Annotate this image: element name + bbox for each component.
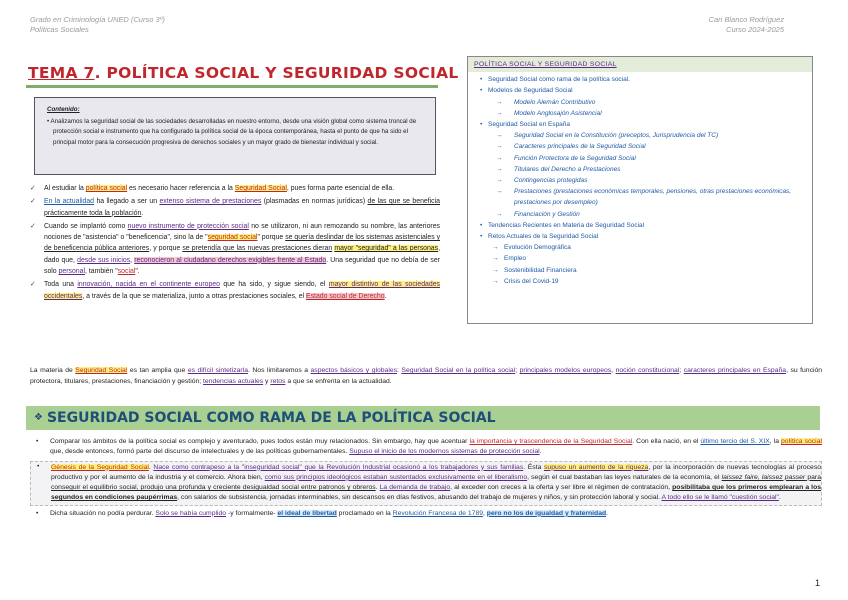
highlight: seguridad social [207,234,258,242]
bullet-list [30,437,822,522]
bullet-item [30,437,822,458]
outline-subitem [480,153,812,164]
outline-subitem [480,108,812,119]
outline-item: • Seguridad Social en España [480,119,812,130]
outline-subitem [480,97,812,108]
highlight: Seguridad Social [75,367,128,374]
text: Dicha situación no podía perdurar. [50,509,156,517]
text: Comparar los ámbitos de la política social es complejo y aventurado, pues todos están muy relacionados. Sin embargo, hay que acentuar [50,438,470,445]
check-list [30,183,440,304]
text: , al exceder con creces a la oferta y ser libre el régimen de contratación, [450,484,673,492]
arrow-icon: → [496,109,503,117]
text: que ha sido, y sigue siendo, el [219,281,329,289]
highlight: mayor distintivo de las sociedades occidentales [44,281,440,300]
highlight: el ideal de libertad [277,509,337,517]
text: , también " [85,268,118,276]
text: , pues forma parte esencial de ella. [286,185,395,192]
text: : [397,367,402,374]
text: que, desde entonces, formó parte del discurso de intelectuales y de las políticas gubernamentales. [50,448,350,456]
text: " porque [257,234,286,242]
highlight: nuevo instrumento de protección social [127,222,249,230]
text: . Nos limitaremos a [248,367,311,374]
outline-subitem-label: Crisis del Covid-19 [504,277,559,285]
highlight: noción constitucional [615,367,680,374]
outline-subitem [480,186,812,208]
outline-subitem-label: Seguridad Social en la Constitución (preceptos, Jurisprudencia del TC) [514,132,719,140]
title-number: TEMA 7 [28,64,95,82]
outline-title: POLÍTICA SOCIAL Y SEGURIDAD SOCIAL [468,57,812,72]
text: . [384,292,387,300]
highlight: extenso sistema de prestaciones [159,198,262,206]
bullet-dot-icon: • [36,509,39,517]
highlight: política social [781,438,822,445]
course-year-label: Curso 2024-2025 [726,25,784,34]
arrow-icon: → [496,98,503,106]
bullet-item [30,461,822,506]
highlight: Supuso el inicio de los modernos sistemas de protección social [349,448,540,456]
text: es tan amplia que [127,367,188,374]
arrow-icon: → [496,188,503,196]
outline-subitem [480,209,812,220]
checkmark-icon: ✓ [30,281,36,289]
outline-subitem-label: Empleo [504,255,527,263]
intro-paragraph [30,366,822,387]
outline-subitem [480,141,812,152]
outline-subitem-label: Modelo Anglosajón Asistencial [514,109,602,117]
text: . [778,494,781,502]
header-left [30,15,165,35]
outline-item: • Retos Actuales de la Seguridad Social [480,231,812,242]
section-title: SEGURIDAD SOCIAL COMO RAMA DE LA POLÍTICA SOCIAL [46,410,496,426]
highlight: aspectos básicos y globales [310,367,398,374]
text: . Con ella nació, en el [632,438,701,445]
text: , y porque [149,245,183,253]
outline-subitem-label: Financiación y Gestión [514,210,580,218]
text: y [263,377,271,385]
highlight: es difícil sintetizarla [187,367,248,374]
subject-label: Políticas Sociales [30,25,89,34]
highlight: caracteres principales en España [683,367,787,374]
text: , su función protectora, titulares, prestaciones, financiación y gestión; [30,367,823,385]
highlight: retos [270,377,286,385]
text: . [148,463,154,471]
text: , con salarios de subsistencia, jornadas interminables, sin descansos en días festivos, abusando del trabajo de mujeres y niños, y sin protección laboral y social. [177,494,662,502]
highlight: Nace como contrapeso a la "inseguridad social" que la Revolución Industrial ocasionó a los trabajadores y sus familias [153,463,524,471]
diamond-icon: ❖ [34,412,43,423]
text: ; [679,367,684,374]
check-item [30,183,440,194]
arrow-icon: → [496,132,503,140]
text: (plasmadas en normas jurídicas) [261,198,368,206]
underlined-text: se quería deslindar de los sistemas asistenciales y de beneficencia pública anteriores [44,234,441,253]
text: La materia de [30,367,76,374]
highlight: desde sus inicios [77,256,131,264]
outline-subitem-label: Titulares del Derecho a Prestaciones [514,165,621,173]
highlight: como sus principios ideológicos estaban sustentados exclusivamente en el liberalismo [264,473,528,481]
highlight: A todo ello se le llamó "cuestión social" [661,494,779,502]
underlined-text: de las que se beneficia prácticamente toda la población [44,198,440,217]
outline-item: • Modelos de Seguridad Social [480,85,812,96]
outline-subitem-label: Prestaciones (prestaciones económicas temporales, pensiones, otras prestaciones económicas, prestaciones por desempleo) [514,188,792,207]
text: . [141,209,144,217]
underlined-text: para conseguir el equilibrio social, produjo una profunda y creciente desigualdad social entre patronos y obreros [51,473,821,492]
text: . Ésta [523,463,545,471]
content-text: • Analizamos la seguridad social de las sociedades desarrolladas en nuestro entorno, desde una visión global como sistema troncal de protección social e instrumento que ha configurado la política social de la época contemporánea, hasta el punto de que ha sido el principal motor para la consecución progresiva de derechos sociales y un mayor grado de bienestar individual y social. [47,117,417,146]
text: , dado que, [44,245,441,264]
header-right [709,15,784,35]
highlight: Seguridad Social en la política social [401,367,516,374]
title-text: . POLÍTICA SOCIAL Y SEGURIDAD SOCIAL [94,64,459,82]
highlight: Solo se había cumplido [155,509,227,517]
bullet-dot-icon: • [36,438,39,445]
highlight: personal [58,268,85,276]
text: , [483,509,487,517]
outline-subitem-label: Caracteres principales de la Seguridad Social [514,143,646,151]
text: , a través de la que se materializa, junto a otras prestaciones sociales, el [82,292,306,300]
text: Cuando se implantó como [44,222,128,230]
text: , [130,256,135,264]
bold-text: posibilitaba que los primeros emplearan a los segundos en condiciones paupérrimas [51,484,822,502]
outline-list [468,74,812,287]
outline-subitem [480,265,812,276]
italic-text: laissez faire, laissez passer [721,473,806,481]
text: no se utilizaron, ni aun remozando su nombre, las anteriores nociones de "asistencia" o "beneficencia", sino la de " [44,222,440,242]
text: , la [769,438,782,445]
highlight: la importancia y trascendencia de la Seguridad Social [469,438,633,445]
check-item [30,279,440,302]
outline-subitem-label: Contingencias protegidas [514,177,588,185]
text: . [606,509,609,517]
outline-item: • Seguridad Social como rama de la política social. [480,74,812,85]
highlight: tendencias actuales [203,377,264,385]
degree-label: Grado en Criminología UNED (Curso 3º) [30,15,165,24]
text: . [375,484,380,492]
bullet-dot-icon: • [37,462,40,470]
highlight: innovación, nacida en el continente europeo [77,281,220,289]
highlight: La demanda de trabajo [379,484,451,492]
text: , según el cual bastaban las leyes naturales de la economía, el [527,473,722,481]
text: -y formalmente- [226,509,278,517]
text: ; [515,367,520,374]
highlight: Génesis de la Seguridad Social [51,463,149,471]
title-underline-bar [26,85,438,88]
arrow-icon: → [496,154,503,162]
text: a que se enfrenta en la actualidad. [285,377,392,385]
highlight: último tercio del S. XIX [700,438,770,445]
outline-subitem [480,130,812,141]
arrow-icon: → [496,210,503,218]
highlight: En la actualidad [44,198,95,206]
text: ha llegado a ser un [94,198,160,206]
page-title [28,64,459,82]
content-summary-box [34,97,436,175]
outline-subitem [480,164,812,175]
outline-item: • Tendencias Recientes en Materia de Seguridad Social [480,220,812,231]
arrow-icon: → [492,244,499,252]
highlight: Revolución Francesa de 1789 [392,509,484,517]
outline-subitem [480,175,812,186]
highlight: mayor "seguridad" a las personas [334,245,439,253]
outline-subitem [480,276,812,287]
author-label: Cari Blanco Rodríguez [708,15,784,24]
outline-subitem-label: Modelo Alemán Contributivo [514,98,596,106]
arrow-icon: → [496,165,503,173]
highlight: reconocieron al ciudadano derechos exigibles frente al Estado [134,256,327,264]
outline-subitem [480,253,812,264]
outline-box [467,56,813,324]
check-item [30,221,440,277]
section-heading [26,406,820,430]
arrow-icon: → [492,255,499,263]
text: es necesario hacer referencia a la [127,185,235,192]
page-number: 1 [814,578,820,588]
bullet-item [30,509,822,519]
highlight: social [117,268,136,276]
content-label: Contenido: [47,106,80,113]
text: Toda una [44,281,78,289]
checkmark-icon: ✓ [30,198,36,206]
highlight: Seguridad Social [234,185,287,192]
outline-subitem-label: Sostenibilidad Financiera [504,266,577,274]
text: , [611,367,616,374]
highlight: Estado social de Derecho [306,292,385,300]
highlight: supuso un aumento de la riqueza [544,463,649,471]
arrow-icon: → [496,177,503,185]
arrow-icon: → [492,277,499,285]
text: . [539,448,542,456]
highlight: principales modelos europeos [519,367,612,374]
checkmark-icon: ✓ [30,185,36,192]
text: , por la incorporación de nuevas tecnologías al proceso productivo y por el aumento de la industria y el comercio. Ahora bien, [51,463,821,481]
text: Al estudiar la [44,185,86,192]
outline-subitem-label: Evolución Demográfica [504,244,571,252]
checkmark-icon: ✓ [30,222,36,230]
highlight: política social [85,185,128,192]
underlined-text: se pretendía que las nuevas prestaciones dieran [182,245,333,253]
arrow-icon: → [492,266,499,274]
outline-subitem-label: Función Protectora de la Seguridad Social [514,154,636,162]
text: ". [135,268,140,276]
text: proclamado en la [336,509,393,517]
text: . Una seguridad que no debía de ser solo [44,256,440,276]
outline-subitem [480,242,812,253]
arrow-icon: → [496,143,503,151]
check-item [30,196,440,219]
highlight: pero no los de igualdad y fraternidad [486,509,607,517]
